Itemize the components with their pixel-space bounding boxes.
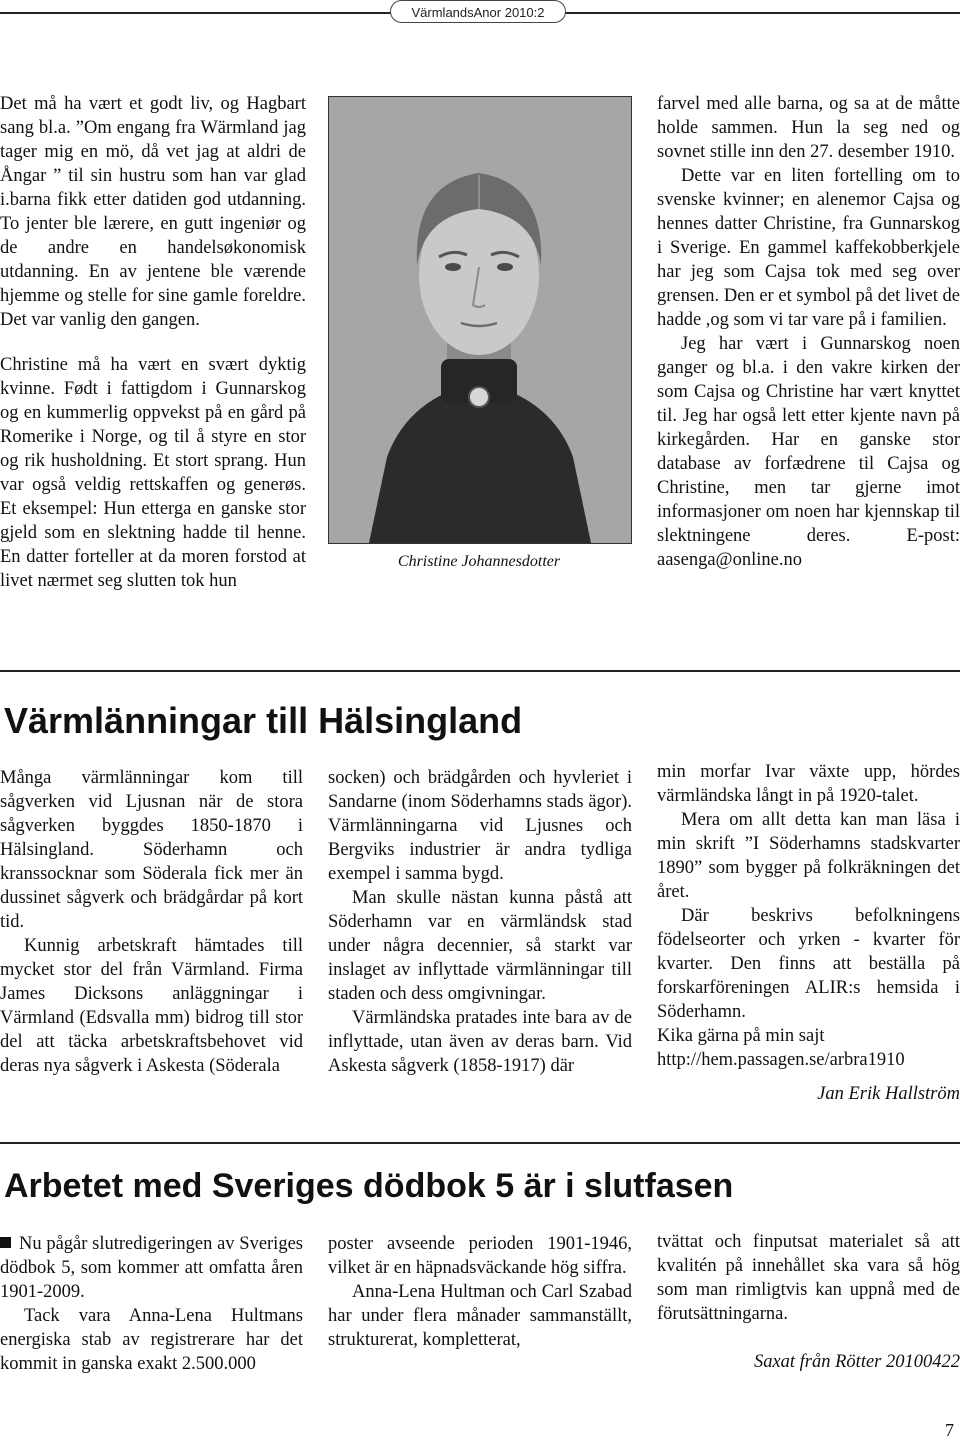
article1-column-1: [0, 92, 306, 593]
section-divider-2: [0, 1142, 960, 1144]
article3-col1-paragraph-2: Tack vara Anna-Lena Hultmans energiska stab av registrerare har det kommit in ganska exakt 2.500.000: [0, 1306, 303, 1374]
article1-col1-paragraph-1: Det må ha vært et godt liv, og Hagbart sang bl.a. ”Om engang fra Wärmland jag tager mig en mö, då vet jag at aldri de Ångar ” til sin hustru som han var glad i.barna fikk etter datiden god utdanning. To jenter ble lærere, en gutt ingeniør og de andre en handelsøkonomisk utdanning. En av jentene ble værende hjemme og stelle for sine gamle foreldre. Det var vanlig den gangen.: [0, 94, 306, 330]
article2-col1-paragraph-1: Många värmlänningar kom till sågverken vid Ljusnan när de stora sågverken byggdes 1850-1870 i Hälsingland. Söderhamn och kranssocknar som Söderala fick mer än dussinet sågverk och brädgårdar på kort tid.: [0, 768, 303, 932]
article1-col3-paragraph-1: farvel med alle barna, og sa at de måtte holde sammen. Hun la seg ned og sovnet stille inn den 27. desember 1910.: [657, 94, 960, 162]
article2-col1-paragraph-2: Kunnig arbetskraft hämtades till mycket stor del från Värmland. Firma James Dicksons anläggningar i Värmland (Edsvalla mm) bidrog till stor del att täcka arbetskraftsbehovet vid deras nya sågverk i Askesta (Söderala: [0, 936, 303, 1076]
magazine-issue-tab: VärmlandsAnor 2010:2: [390, 0, 566, 23]
article2-signature: Jan Erik Hallström: [817, 1084, 960, 1104]
article2-headline: Värmlänningar till Hälsingland: [4, 700, 523, 741]
article3-col3-paragraph-1: tvättat och finputsat materialet så att kvalitén på innehållet ska vara så hög som man rimligtvis kan uppnå med de förutsättningarna.: [657, 1232, 960, 1324]
article3-column-3: [657, 1230, 960, 1374]
article2-column-1: [0, 766, 303, 1078]
article3-source: Saxat från Rötter 20100422: [753, 1352, 960, 1372]
article1-col1-paragraph-2: Christine må ha vært en svært dyktig kvinne. Født i fattigdom i Gunnarskog og en kummerlig oppvekst på en gård på Romerike i Norge, og til å styre en stor og rik husholdning. Et stort sprang. Hun var også veldig rettskaffen og generøs. Et eksempel: Hun etterga en ganske stor gjeld som en slektning hadde til henne. En datter forteller at da moren forstod at livet nærmet seg slutten tok hun: [0, 355, 306, 591]
article2-col3-paragraph-1: min morfar Ivar växte upp, hördes värmländska långt in på 1920-talet.: [657, 762, 960, 806]
brooch-shape: [469, 387, 489, 407]
bullet-square: [0, 1237, 11, 1248]
section-divider-1: [0, 670, 960, 672]
header-rule-left: [0, 12, 392, 14]
page-number: 7: [945, 1420, 954, 1440]
article3-col2-paragraph-1: poster avseende perioden 1901-1946, vilket är en häpnadsväckande hög siffra.: [328, 1234, 632, 1278]
article3-headline: Arbetet med Sveriges dödbok 5 är i slutfasen: [4, 1167, 734, 1205]
portrait-photo: [328, 96, 632, 544]
article2-col3-paragraph-3: Där beskrivs befolkningens födelseorter och yrken - kvarter för kvarter. Den finns att beställa på forskarföreningen ALIR:s hemsida i Söderhamn.: [657, 906, 960, 1022]
article2-column-2: [328, 766, 632, 1078]
article2-col2-paragraph-3: Värmländska pratades inte bara av de inflyttade, utan även av deras barn. Vid Askesta sågverk (1858-1917) där: [328, 1008, 632, 1076]
article3-col1-paragraph-1: [0, 1232, 303, 1304]
header-rule-right: [564, 12, 960, 14]
article3-column-2: [328, 1232, 632, 1352]
photo-caption: Christine Johannesdotter: [397, 553, 561, 570]
article2-column-3: [657, 760, 960, 1106]
article2-col3-paragraph-2: Mera om allt detta kan man läsa i min skrift ”I Söderhamns stadskvarter 1890” som bygger på folkräkningen det året.: [657, 810, 960, 902]
article2-col2-paragraph-1: socken) och brädgården och hyvleriet i Sandarne (inom Söderhamns stads ägor). Värmlänningarna vid Ljusnes och Bergviks industrier är andra tydliga exempel i samma bygd.: [328, 768, 632, 884]
article1-col3-paragraph-3: Jeg har vært i Gunnarskog noen ganger og bl.a. i den vakre kirken der som Cajsa og Christine har vært knyttet til. Jeg har også lett etter kjente navn på kirkegården. Har en ganske stor database av forfædrene til Cajsa og Christine, men tar gjerne imot informasjoner om noen har kjennskap til slektningene deres. E-post: aasenga@online.no: [657, 334, 960, 570]
article1-col3-paragraph-2: Dette var en liten fortelling om to svenske kvinner; en alenemor Cajsa og hennes datter Christine, fra Gunnarskog i Sverige. En gammel kaffekobberkjele har jeg som Cajsa tok med seg over grensen. Den er et symbol på det livet de hadde ,og som vi tar vare på i familien.: [657, 166, 960, 330]
article2-col3-paragraph-4: Kika gärna på min sajt http://hem.passagen.se/arbra1910: [657, 1026, 905, 1070]
article2-col2-paragraph-2: Man skulle nästan kunna påstå att Söderhamn var en värmländsk stad under några decennier, så starkt var inslaget av inflyttade värmlänningar till staden och dess omgivningar.: [328, 888, 632, 1004]
article3-col2-paragraph-2: Anna-Lena Hultman och Carl Szabad har under flera månader sammanställt, strukturerat, kompletterat,: [328, 1282, 632, 1350]
article1-column-3: [657, 92, 960, 572]
article3-column-1: [0, 1232, 303, 1376]
article3-col1-paragraph-1-text: Nu pågår slutredigeringen av Sveriges dödbok 5, som kommer att omfatta åren 1901-2009.: [0, 1234, 303, 1302]
